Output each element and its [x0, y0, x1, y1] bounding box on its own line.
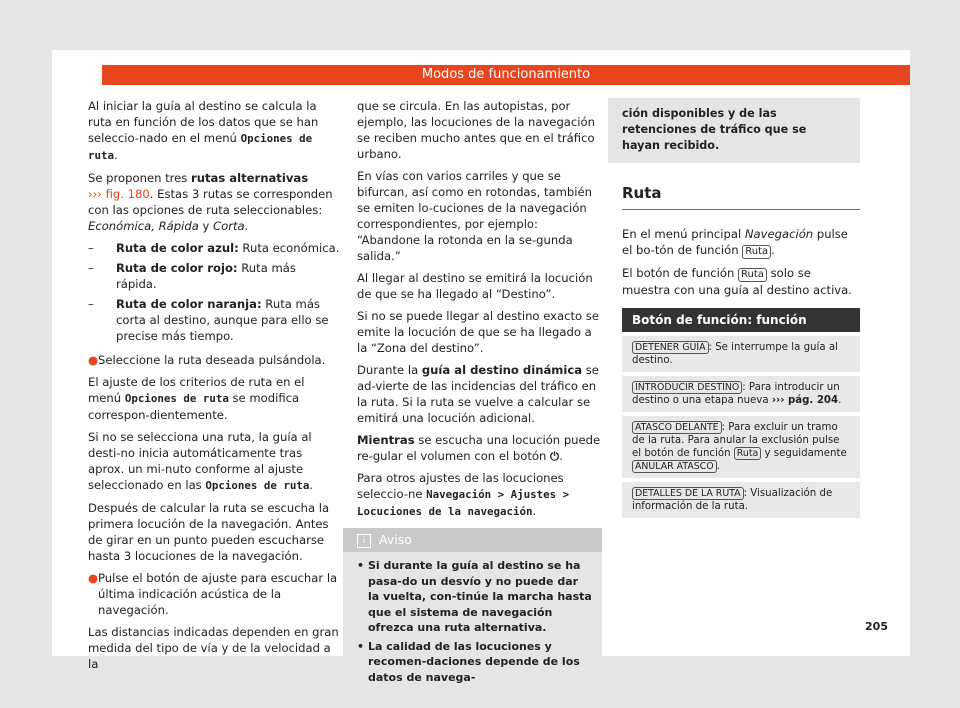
- text: La calidad de las locuciones y recomen-daciones depende de los datos de navega-: [368, 639, 580, 684]
- paragraph: [357, 432, 602, 464]
- menu-code: Navegación > Ajustes > Locuciones de la navegación: [357, 488, 570, 518]
- text: .: [838, 395, 842, 406]
- page-number: 205: [865, 620, 888, 633]
- power-icon: ⏻: [550, 449, 560, 463]
- function-key[interactable]: ATASCO DELANTE: [632, 421, 722, 434]
- menu-code: Opciones de ruta: [88, 132, 313, 162]
- bold-text: rutas alternativas: [191, 171, 309, 185]
- bullet-icon: •: [357, 639, 365, 653]
- bullet-icon: •: [357, 559, 365, 572]
- function-key[interactable]: Ruta: [738, 268, 767, 282]
- text: se modifica correspon-dientemente.: [88, 391, 300, 422]
- italic-text: Navegación: [744, 227, 814, 241]
- text: : Para excluir un tramo de la ruta. Para anular la exclusión pulse el botón de función: [632, 422, 840, 459]
- aviso-item: [357, 639, 592, 686]
- text: pulse el bo-tón de función: [622, 227, 848, 257]
- function-key[interactable]: Ruta: [742, 245, 771, 259]
- bold-text: Ruta de color azul:: [116, 241, 239, 255]
- paragraph: [622, 265, 860, 298]
- table-row: [622, 336, 860, 372]
- figure-link[interactable]: ››› fig. 180: [88, 187, 150, 201]
- function-table: [622, 308, 860, 518]
- text: .: [532, 504, 537, 518]
- info-icon: i: [357, 534, 371, 548]
- table-row: [622, 482, 860, 518]
- function-key[interactable]: ANULAR ATASCO: [632, 460, 717, 473]
- text: Durante la: [357, 363, 422, 377]
- text: Pulse el botón de ajuste para escuchar la última indicación acústica de la navegación.: [98, 571, 338, 617]
- text: .: [771, 243, 775, 257]
- dash-item: [88, 260, 340, 292]
- menu-code: Opciones de ruta: [205, 479, 310, 492]
- function-key[interactable]: DETALLES DE LA RUTA: [632, 487, 744, 500]
- column-1: [88, 98, 340, 678]
- bullet-item: [88, 352, 340, 368]
- bold-text: Mientras: [357, 433, 415, 447]
- text: y seguidamente: [761, 448, 847, 459]
- aviso-box: [343, 528, 602, 694]
- paragraph: Las distancias indicadas dependen en gran medida del tipo de vía y de la velocidad a la: [88, 625, 339, 671]
- text: Si no se selecciona una ruta, la guía al desti-no inicia automáticamente tras aprox. un mi-nuto conforme al ajuste seleccionado en las: [88, 430, 312, 492]
- text: Se proponen tres: [88, 171, 192, 185]
- function-key[interactable]: INTRODUCIR DESTINO: [632, 381, 742, 394]
- aviso-item: [357, 558, 592, 636]
- text: .: [309, 478, 314, 492]
- section-header: Modos de funcionamiento: [102, 65, 910, 85]
- paragraph: [88, 98, 340, 164]
- function-key[interactable]: DETENER GUÍA: [632, 341, 709, 354]
- aviso-title: Aviso: [379, 532, 412, 547]
- text: Ruta económica.: [238, 241, 340, 255]
- bold-text: Ruta de color rojo:: [116, 261, 238, 275]
- text: Ruta más corta al destino, aunque para ello se precise más tiempo.: [116, 297, 329, 343]
- dash-mark: –: [88, 241, 94, 255]
- text: Si durante la guía al destino se ha pasa-do un desvío y no puede dar la vuelta, con-tinúe la marcha hasta que el sistema de navegación ofrezca una ruta alternativa.: [368, 559, 592, 634]
- text: . Estas 3 rutas se corresponden con las opciones de ruta seleccionables:: [88, 187, 333, 217]
- paragraph: [357, 362, 602, 426]
- function-key[interactable]: Ruta: [734, 447, 761, 460]
- bold-text: Ruta de color naranja:: [116, 297, 262, 311]
- text: .: [114, 148, 118, 162]
- text: se ad-vierte de las incidencias del tráfico en la ruta. Si la ruta se vuelve a calcular se emitirá una locución adicional.: [357, 363, 599, 425]
- paragraph: Si no se puede llegar al destino exacto se emite la locución de que se ha llegado a la “Zona del destino”.: [357, 309, 599, 355]
- text: .: [559, 449, 563, 463]
- text: El botón de función: [622, 266, 739, 280]
- aviso-body: [343, 552, 602, 694]
- text: : Para introducir un destino o una etapa nueva: [632, 382, 840, 406]
- paragraph: En vías con varios carriles y que se bifurcan, así como en rotondas, también se emiten lo-cuciones de la navegación correspondientes, por ejemplo: “Abandone la rotonda en la se-gunda salida.”: [357, 169, 592, 263]
- dash-mark: –: [88, 297, 94, 311]
- text: En el menú principal: [622, 227, 745, 241]
- italic-text: Corta: [213, 219, 245, 233]
- paragraph: [88, 374, 340, 423]
- text: solo se muestra con una guía al destino activa.: [622, 266, 852, 297]
- text: : Visualización de información de la ruta.: [632, 488, 833, 512]
- dash-mark: –: [88, 261, 94, 275]
- dash-item: [88, 296, 340, 344]
- bold-text: guía al destino dinámica: [421, 363, 583, 377]
- paragraph: que se circula. En las autopistas, por ejemplo, las locuciones de la navegación se reciben mucho antes que en el tráfico urbano.: [357, 99, 595, 161]
- menu-code: Opciones de ruta: [124, 392, 229, 405]
- table-row: [622, 416, 860, 478]
- text: El ajuste de los criterios de ruta en el menú: [88, 375, 305, 405]
- column-3: [622, 98, 860, 518]
- paragraph: [88, 170, 340, 234]
- aviso-continuation: ción disponibles y de las retenciones de tráfico que se hayan recibido.: [608, 98, 860, 163]
- manual-page: [52, 50, 910, 684]
- aviso-header: [343, 528, 602, 552]
- paragraph: Después de calcular la ruta se escucha la primera locución de la navegación. Antes de girar en un punto pueden escucharse hasta 3 locuciones de la navegación.: [88, 501, 330, 563]
- paragraph: [88, 429, 340, 494]
- text: Seleccione la ruta deseada pulsándola.: [98, 353, 326, 367]
- bullet-icon: ●: [88, 353, 99, 367]
- text: : Se interrumpe la guía al destino.: [632, 342, 838, 366]
- paragraph: [622, 226, 860, 259]
- bullet-icon: ●: [88, 571, 99, 585]
- text: Al iniciar la guía al destino se calcula la ruta en función de los datos que se han seleccio-nado en el menú: [88, 99, 319, 145]
- column-2: [357, 98, 602, 694]
- text: Para otros ajustes de las locuciones seleccio-ne: [357, 471, 564, 501]
- text: y: [198, 219, 214, 233]
- section-title: Ruta: [622, 185, 860, 210]
- bullet-item: [88, 570, 340, 618]
- text: .: [716, 461, 720, 472]
- table-header: Botón de función: función: [622, 308, 860, 332]
- page-link[interactable]: ››› pág. 204: [771, 395, 839, 406]
- paragraph: [357, 470, 602, 520]
- italic-text: Económica, Rápida: [88, 219, 199, 233]
- text: Ruta más rápida.: [116, 261, 296, 291]
- text: se escucha una locución puede re-gular el volumen con el botón: [357, 433, 601, 463]
- paragraph: Al llegar al destino se emitirá la locución de que se ha llegado al “Destino”.: [357, 271, 593, 301]
- dash-item: [88, 240, 340, 256]
- table-row: [622, 376, 860, 412]
- text: .: [244, 219, 249, 233]
